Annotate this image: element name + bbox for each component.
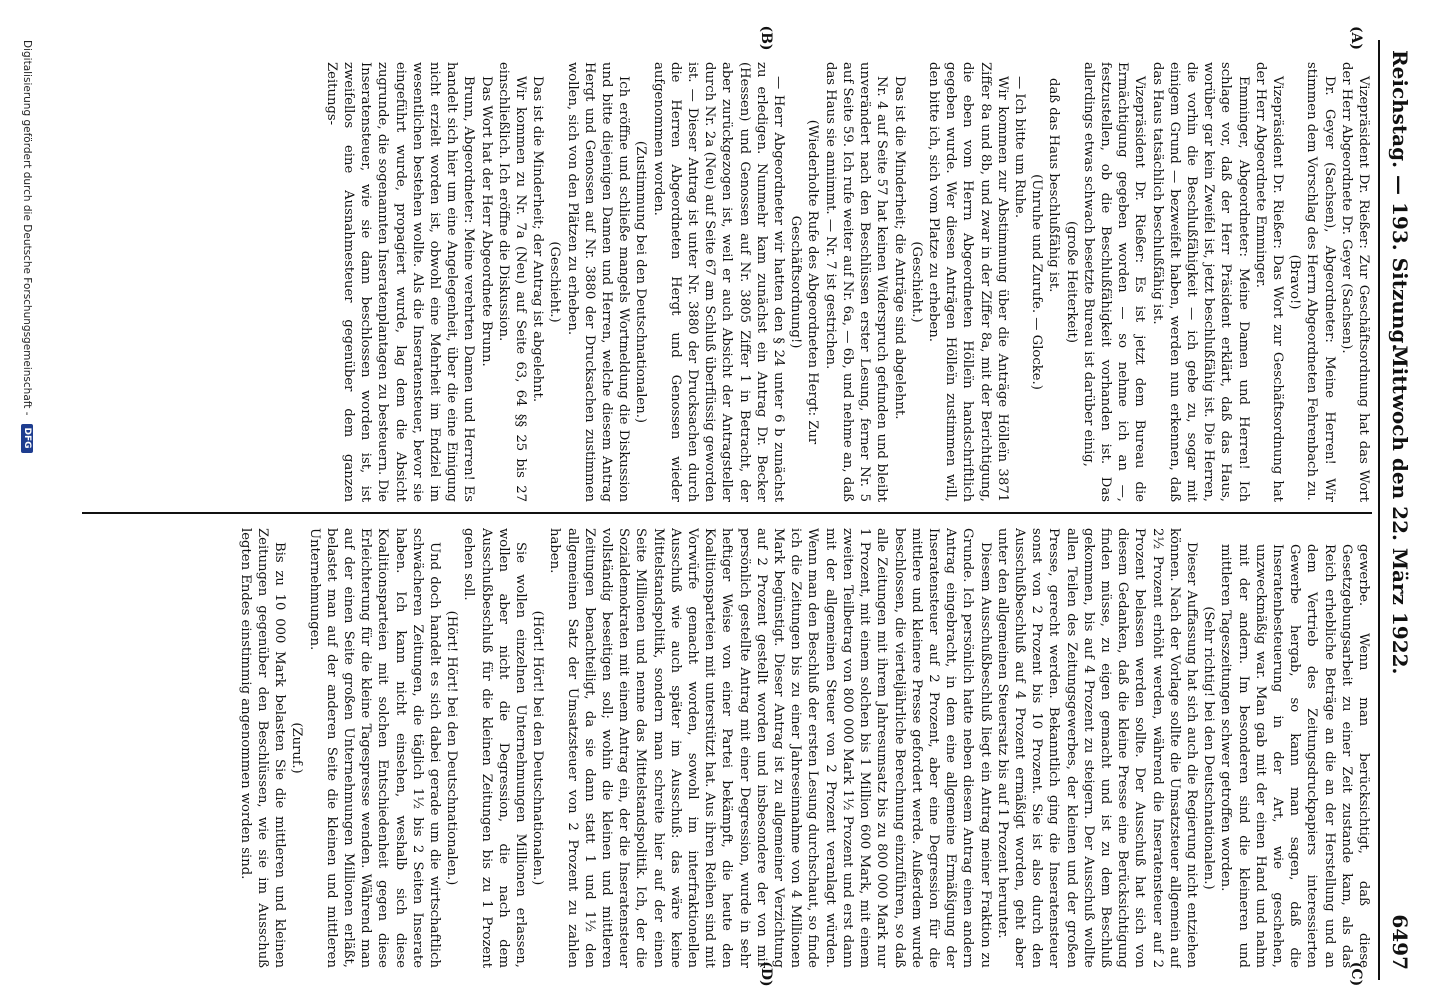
text-paragraph: gewerbe. Wenn man berücksichtigt, daß diese Gesetzgebungsarbeit zu einer Zeit zustande kam, als das Reich erhebliche Beträge an die an der Herstellung und an dem Vertrieb des Zeitungsdruckpapiers interessierten Gewerbe hergab, so kann man sagen, daß die Inseratenbesteuerung in der Art, wie geschehen, unzweckmäßig war. Man gab mit der einen Hand und nahm mit der andern. Im besonderen sind die kleineren und mittleren Tageszeitungen schwer getroffen worden. <box>1218 544 1371 968</box>
text-paragraph: Bis zu 10 000 Mark belasten Sie die mittleren und kleinen Zeitungen gegenüber den Beschlüssen, wie sie im Ausschuß legten Endes einstimmig angenommen worden sind. <box>237 528 288 968</box>
column-divider <box>82 512 1372 514</box>
text-paragraph: Und doch handelt es sich dabei gerade um die wirtschaftlich schwächeren Zeitungen, die täglich 1½ bis 2 Seiten Inserate haben. Ich kann nicht einsehen, weshalb sich diese Koalitionsparteien mit solchen Entschiedenheit gegen diese Erleichterung für die kleine Tagespresse wenden. Während man auf der einen Seite großen Unternehmungen Millionen erläßt, belastet man auf der anderen Seite die kleinen und mittleren Unternehmungen. <box>306 528 443 968</box>
digitization-credit <box>12 40 42 980</box>
text-paragraph: Nr. 4 auf Seite 57 hat keinen Widerspruch gefunden und bleibt unverändert nach den Beschlüssen erster Lesung, ferner Nr. 5 auf Seite 59. Ich rufe weiter auf Nr. 6a, — 6b, und nehme an, daß das Haus sie annimmt. — Nr. 7 ist gestrichen. <box>822 62 890 502</box>
stage-direction: (Zustimmung bei den Deutschnationalen.) <box>633 140 649 424</box>
text-paragraph: Das ist die Minderheit; die Anträge sind abgelehnt. <box>891 76 907 420</box>
text-paragraph: Sie wollen einzelnen Unternehmungen Millionen erlassen, wollen aber nicht die Degression, die nach dem Ausschußbeschluß für die kleinen Zeitungen bis zu 1 Prozent gehen soll. <box>461 528 529 968</box>
text-paragraph: Emminger, Abgeordneter: Meine Damen und Herren! Ich schlage vor, daß der Herr Präsident erklärt, daß das Haus, worüber gar kein Zweifel ist, jetzt beschlußfähig ist. Die Herren, die vorhin die Beschlußfähigkeit — ich gebe zu, sogar mit einigem Grund — bezweifelt haben, werden nun erkennen, daß das Haus tatsächlich beschlußfähig ist. <box>1149 62 1251 502</box>
text-paragraph: Vizepräsident Dr. Rießer: Das Wort zur Geschäftsordnung hat der Herr Abgeordnete Emminger. <box>1252 62 1285 502</box>
text-paragraph: Dieser Auffassung hat sich auch die Regierung nicht entziehen können. Nach der Vorlage sollte die Umsatzsteuer allgemein auf 2½ Prozent erhöht werden, während die Inseratensteuer auf 2 Prozent belassen werden sollte. Der Ausschuß hat sich von diesem Gedanken, daß die kleine Presse eine Berücksichtigung finden müsse, zu eigen gemacht und ist zu dem Beschluß gekommen, bis auf 4 Prozent zu steigern. Der Ausschuß wollte allen Teilen des Zeitungsgewerbes, der kleinen und der großen Presse, gerecht werden. Bekanntlich ging die Inseratensteuer sonst von 2 Prozent bis 10 Prozent. Sie ist also durch den Ausschußbeschluß auf 4 Prozent ermäßigt worden, geht aber unter den allgemeinen Steuersatz bis auf 1 Prozent herunter. <box>994 528 1199 968</box>
stage-direction: (Bravo!) <box>1287 254 1303 310</box>
text-paragraph: Vizepräsident Dr. Rießer: Es ist jetzt dem Bureau die Ermächtigung gegeben worden — so nehme ich an —, festzustellen, ob die Beschlußfähigkeit vorhanden ist. Das allerdings etwas schwach besetzte Bureau ist darüber einig, <box>1080 62 1148 502</box>
text-paragraph: Das ist die Minderheit; der Antrag ist abgelehnt. <box>530 76 546 403</box>
right-text-column <box>82 528 1372 968</box>
stage-direction: (Wiederholte Rufe des Abgeordneten Hergt: Zur Geschäftsordnung!) <box>788 119 821 445</box>
margin-marker-c: (C) <box>1348 961 1364 987</box>
text-paragraph: Ich eröffne und schließe mangels Wortmeldung die Diskussion und bitte diejenigen Damen und Herren, welche diesem Antrag Hergt und Genossen auf Nr. 3880 der Drucksachen zustimmen wollen, sich von den Plätzen zu erheben. <box>564 62 632 502</box>
text-paragraph: — Herr Abgeordneter wir hatten den § 24 unter 6 b zunächst zu erledigen. Nunmehr kam zunächst ein Antrag Dr. Becker (Hessen) und Genossen auf Nr. 3805 Ziffer 1 in Betracht, der aber zurückgezogen ist, weil er auch Absicht der Antragsteller durch Nr. 2a (Neu) auf Seite 67 am Schluß überflüssig geworden ist. — Dieser Antrag ist unter Nr. 3880 der Drucksachen durch die Herren Abgeordneten Hergt und Genossen wieder aufgenommen worden. <box>650 62 787 502</box>
margin-marker-d: (D) <box>758 961 774 987</box>
margin-marker-b: (B) <box>758 25 774 51</box>
stage-direction: (Sehr richtig! bei den Deutschnationalen.) <box>1201 606 1217 890</box>
stage-direction: (Zuruf.) <box>289 722 305 774</box>
stage-direction: (große Heiterkeit) <box>1063 220 1079 344</box>
stage-direction: (Geschieht.) <box>908 241 924 323</box>
page-number: 6497 <box>1388 914 1412 970</box>
text-paragraph: Dr. Geyer (Sachsen), Abgeordneter: Meine Herren! Wir stimmen dem Vorschlag des Herrn Abgeordneten Fehrenbach zu. <box>1304 62 1337 502</box>
text-paragraph: Das Wort hat der Herr Abgeordnete Brunn. <box>478 76 494 367</box>
margin-marker-a: (A) <box>1348 25 1364 51</box>
page-header <box>1378 40 1414 980</box>
text-paragraph: Vizepräsident Dr. Rießer: Zur Geschäftsordnung hat das Wort der Herr Abgeordnete Dr. Geyer (Sachsen). <box>1338 62 1371 502</box>
credit-text: Digitalisierung gefördert durch die Deutsche Forschungsgemeinschaft - <box>21 40 33 416</box>
text-paragraph: Wir kommen zu Nr. 7a (Neu) auf Seite 63, 64 §§ 25 bis 27 einschließlich. Ich eröffne die Diskussion. <box>495 62 529 502</box>
stage-direction: (Unruhe und Zurufe. — Glocke.) <box>1029 174 1045 390</box>
text-paragraph: daß das Haus beschlußfähig ist. <box>1046 78 1062 293</box>
text-paragraph: — Ich bitte um Ruhe. <box>1011 76 1027 219</box>
stage-direction: (Hört! Hört! bei den Deutschnationalen.) <box>530 610 546 886</box>
text-paragraph: Diesem Ausschußbeschluß liegt ein Antrag meiner Fraktion zu Grunde. Ich persönlich hatte neben diesem Antrag einen andern Antrag eingebracht, in dem eine allgemeine Ermäßigung der Inseratensteuer auf 2 Prozent, aber eine Degression für die mittlere und kleinere Presse gefordert werde. Außerdem wurde beschlossen, die vierteljährliche Berechnung einzuführen, so daß alle Zeitungen mit ihrem Jahresumsatz bis zu 800 000 Mark nur 1 Prozent, mit einem solchen bis 1 Million 600 Mark, mit einem zweiten Teilbetrag von 800 000 Mark 1½ Prozent und erst dann mit der allgemeinen Steuer von 2 Prozent veranlagt würden. Wenn man den Beschluß der ersten Lesung durchschaut, so finde ich die Zeitungen bis zu einer Jahreseinnahme von 4 Millionen Mark begünstigt. Dieser Antrag ist zu allgemeiner Verzichtung auf 2 Prozent gestellt worden und insbesondere der von mir persönlich gestellte Antrag mit einer Degression, wurde in sehr heftiger Weise von einer Partei bekämpft, die heute den Koalitionsparteien mit unterstützt hat. Aus ihren Reihen sind mit Vorwürfe gemacht worden, sowohl im interfraktionellen Ausschuß wie auch später im Ausschuß: das wäre keine Mittelstandspolitik, sondern man schreite hier auf der einen Seite Millionen und nenne das Mittelstandspolitik. Ich, der die Sozialdemokraten mit einem Antrag ein, der die Inseratensteuer vollständig beseitigen soll; wohin die kleinen und mittleren Zeitungen benachteiligt, da sie dann statt 1 und 1½ den allgemeinen Satz der Umsatzsteuer von 2 Prozent zu zahlen haben. <box>547 528 993 968</box>
left-text-column <box>82 62 1372 502</box>
header-session: Reichstag. — 193. Sitzung. <box>1388 50 1412 351</box>
stage-direction: (Geschieht.) <box>547 241 563 323</box>
header-date: Mittwoch den 22. März 1922. <box>1388 345 1412 675</box>
text-paragraph: Brunn, Abgeordneter: Meine verehrten Damen und Herren! Es handelt sich hier um eine Angelegenheit, über die eine Einigung nicht erzielt worden ist, obwohl eine Mehrheit im Endziel im wesentlichen bestehen wollte. Als die Inseratensteuer, bevor sie eingeführt wurde, propagiert wurde, lag dem die Absicht zugrunde, die sogenannten Inseratenplantagen zu besteuern. Die Inseratensteuer, wie sie dann beschlossen worden ist, ist zweifellos eine Ausnahmesteuer gegenüber dem ganzen Zeitungs- <box>323 62 477 502</box>
dfg-logo: DFG <box>21 424 33 453</box>
stage-direction: (Hört! Hört! bei den Deutschnationalen.) <box>444 610 460 886</box>
text-paragraph: Wir kommen zur Abstimmung über die Anträge Hölleïn 3871 Ziffer 8a und 8b, und zwar in der Ziffer 8a, mit der Berichtigung, die eben vom Herrn Abgeordneten Hölleïn handschriftlich gegeben wurde. Wer diesen Anträgen Hölleïn zustimmen will, den bitte ich, sich vom Platze zu erheben. <box>925 62 1010 502</box>
